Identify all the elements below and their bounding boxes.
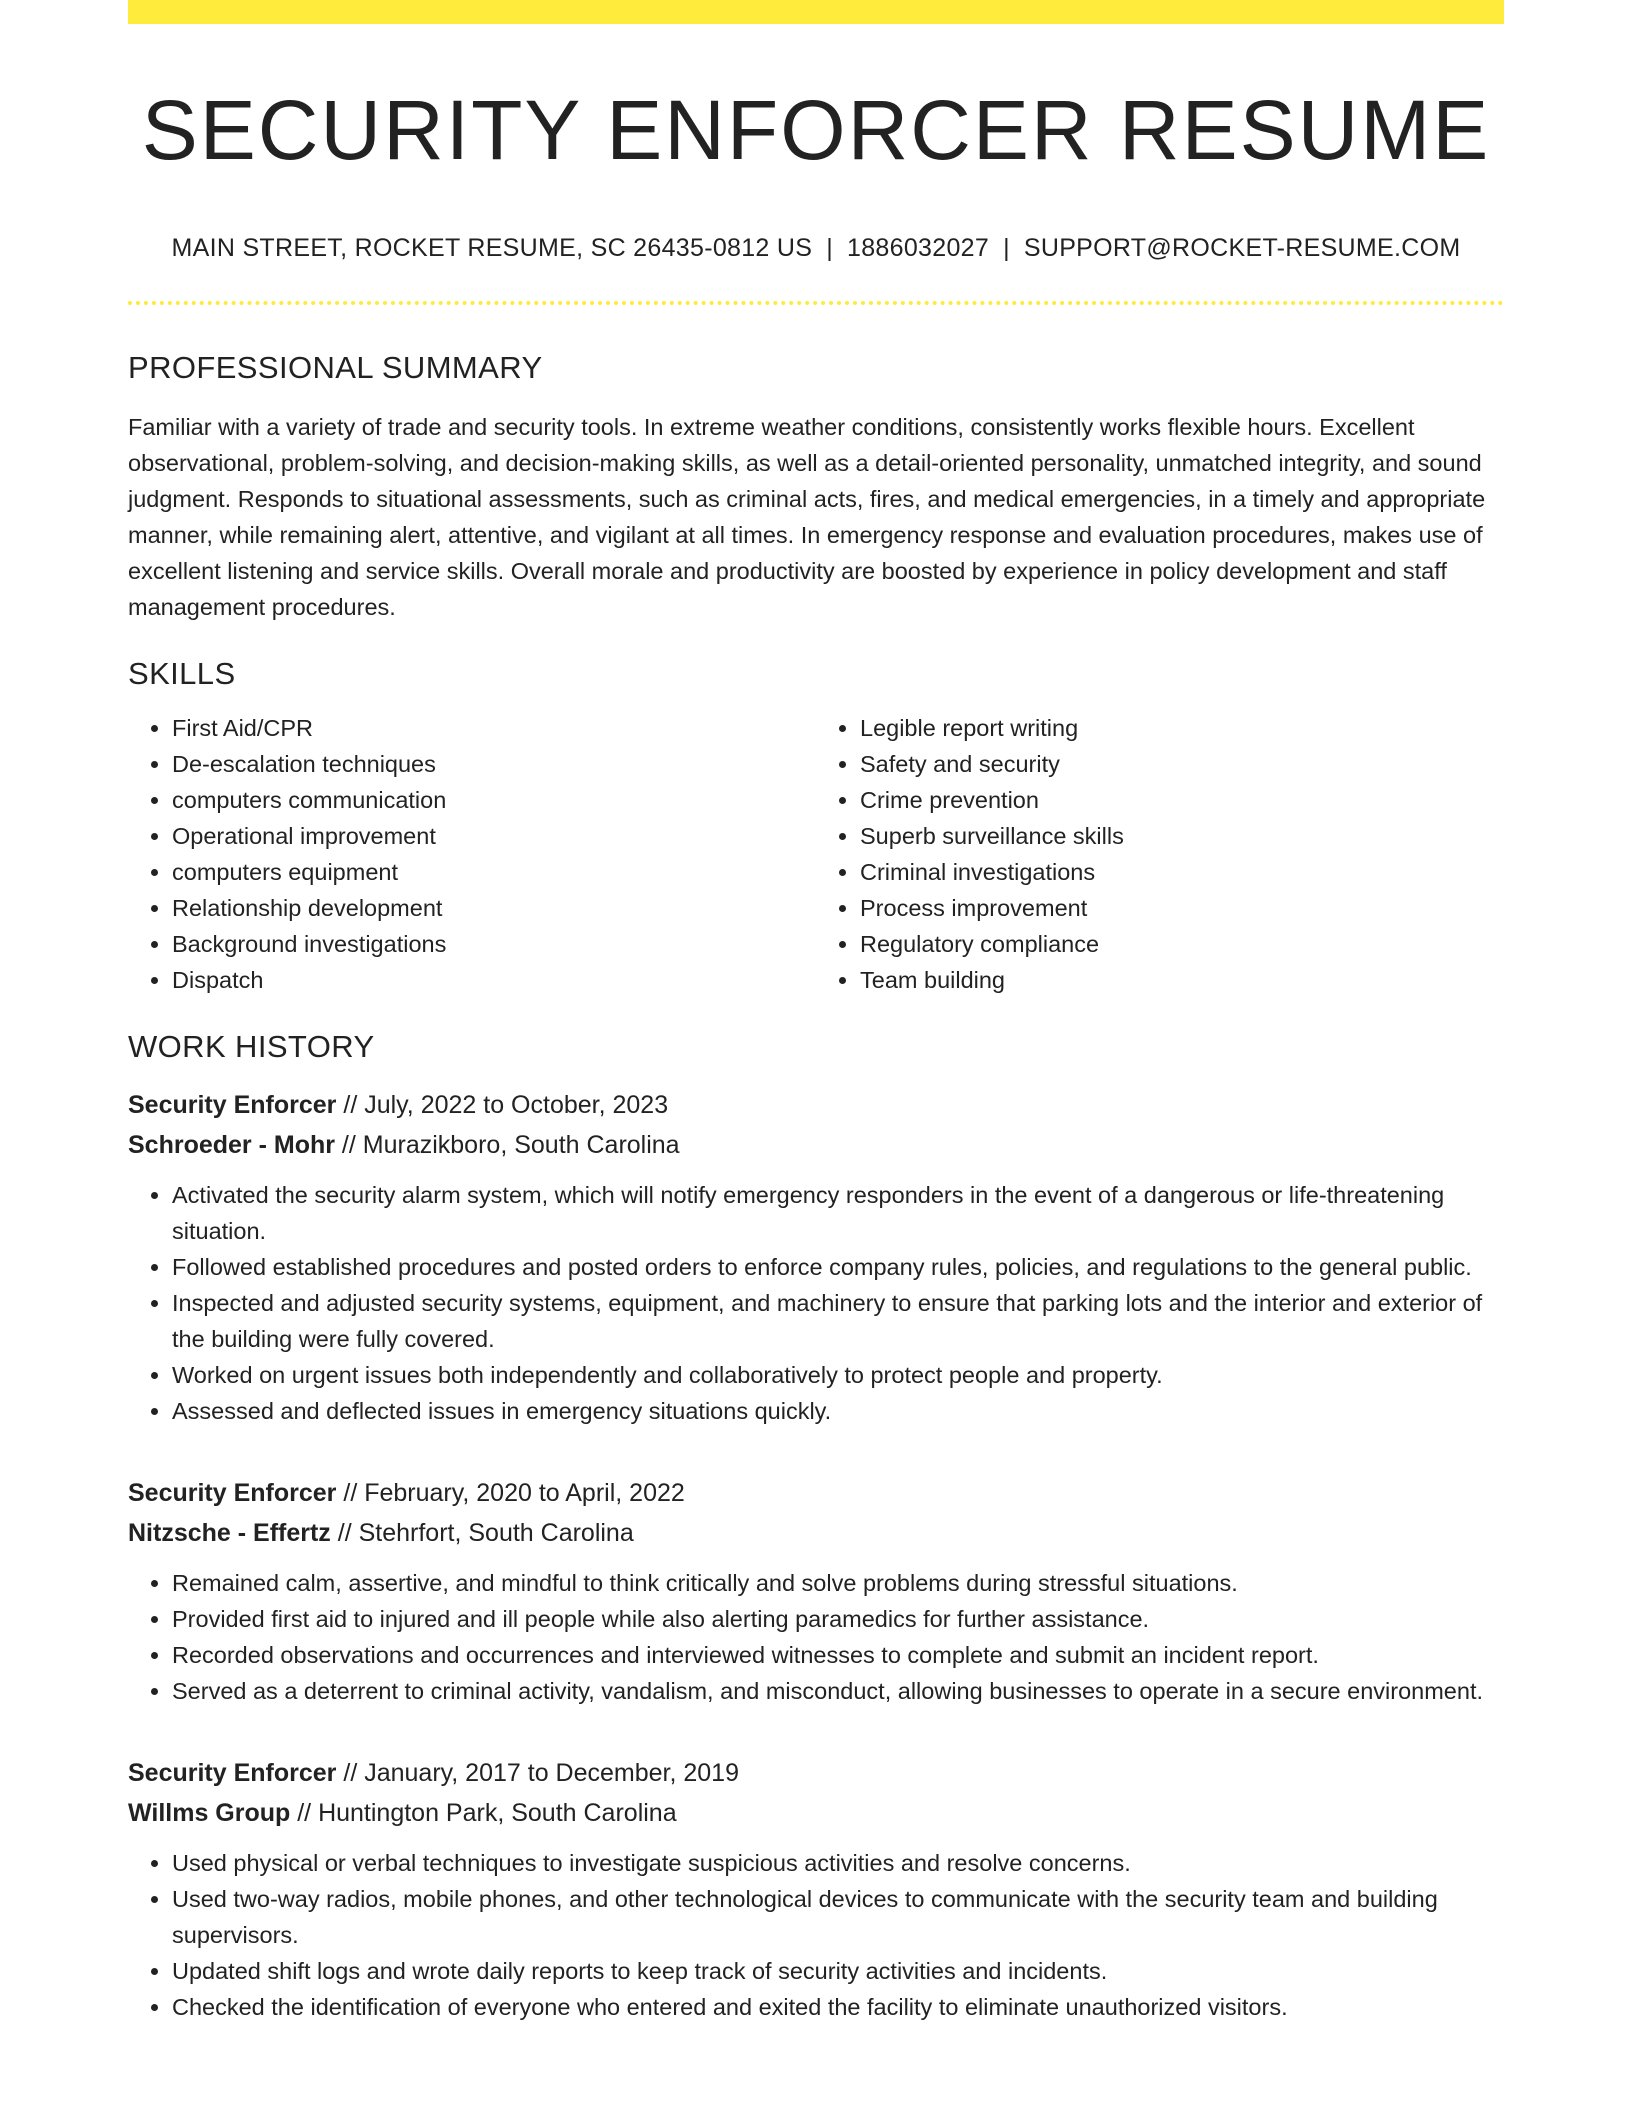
job-dates: // February, 2020 to April, 2022 xyxy=(336,1478,685,1507)
skill-item: • De-escalation techniques xyxy=(172,746,816,782)
job-bullet: • Assessed and deflected issues in emergency situations quickly. xyxy=(172,1393,1504,1429)
skills-heading: SKILLS xyxy=(128,655,236,691)
job-title: Security Enforcer xyxy=(128,1090,337,1119)
skill-item: • Legible report writing xyxy=(860,710,1504,746)
summary-text: Familiar with a variety of trade and security tools. In extreme weather conditions, consistently works flexible hours. Excellent observational, problem-solving, and decision-making skills, as well as a detail-oriented personality, unmatched integrity, and sound judgment. Responds to situational assessments, such as criminal acts, fires, and medical emergencies, in a timely and appropriate manner, while remaining alert, attentive, and vigilant at all times. In emergency response and evaluation procedures, makes use of excellent listening and service skills. Overall morale and productivity are boosted by experience in policy development and staff management procedures. xyxy=(128,413,1486,620)
job-header xyxy=(128,1473,1504,1553)
job-entry xyxy=(128,1085,1504,1429)
top-accent-bar xyxy=(128,0,1504,24)
job-title: Security Enforcer xyxy=(128,1758,337,1787)
job-entry xyxy=(128,1473,1504,1709)
skill-item: • Superb surveillance skills xyxy=(860,818,1504,854)
job-company: Nitzsche - Effertz xyxy=(128,1518,331,1547)
skill-item: • Operational improvement xyxy=(172,818,816,854)
contact-separator: | xyxy=(1003,234,1010,263)
job-header xyxy=(128,1753,1504,1833)
skill-item: • computers communication xyxy=(172,782,816,818)
job-bullets xyxy=(128,1177,1504,1429)
job-location: // Huntington Park, South Carolina xyxy=(290,1798,677,1827)
job-bullet: • Worked on urgent issues both independently and collaboratively to protect people and property. xyxy=(172,1357,1504,1393)
job-header xyxy=(128,1085,1504,1165)
skill-item: • Dispatch xyxy=(172,962,816,998)
resume-page xyxy=(128,0,1504,2025)
job-entry xyxy=(128,1753,1504,2025)
job-bullet: • Followed established procedures and posted orders to enforce company rules, policies, and regulations to the general public. xyxy=(172,1249,1504,1285)
work-history-heading: WORK HISTORY xyxy=(128,1028,375,1064)
job-title: Security Enforcer xyxy=(128,1478,337,1507)
skill-item: • First Aid/CPR xyxy=(172,710,816,746)
job-bullet: • Used two-way radios, mobile phones, and other technological devices to communicate with the security team and building supervisors. xyxy=(172,1881,1504,1953)
skill-item: • Regulatory compliance xyxy=(860,926,1504,962)
dotted-divider xyxy=(128,301,1504,305)
job-company: Schroeder - Mohr xyxy=(128,1130,335,1159)
job-bullet: • Remained calm, assertive, and mindful to think critically and solve problems during stressful situations. xyxy=(172,1565,1504,1601)
contact-email: SUPPORT@ROCKET-RESUME.COM xyxy=(1023,234,1461,263)
job-location: // Stehrfort, South Carolina xyxy=(330,1518,634,1547)
job-bullet: • Used physical or verbal techniques to investigate suspicious activities and resolve concerns. xyxy=(172,1845,1504,1881)
job-bullet: • Recorded observations and occurrences and interviewed witnesses to complete and submit an incident report. xyxy=(172,1637,1504,1673)
skill-item: • Criminal investigations xyxy=(860,854,1504,890)
contact-line xyxy=(128,234,1504,263)
contact-address: MAIN STREET, ROCKET RESUME, SC 26435-0812 US xyxy=(171,234,813,263)
skill-item: • Background investigations xyxy=(172,926,816,962)
job-bullet: • Served as a deterrent to criminal activity, vandalism, and misconduct, allowing businesses to operate in a secure environment. xyxy=(172,1673,1504,1709)
job-company: Willms Group xyxy=(128,1798,291,1827)
job-bullet: • Updated shift logs and wrote daily reports to keep track of security activities and incidents. xyxy=(172,1953,1504,1989)
job-bullet: • Provided first aid to injured and ill people while also alerting paramedics for further assistance. xyxy=(172,1601,1504,1637)
job-bullets xyxy=(128,1845,1504,2025)
skill-item: • computers equipment xyxy=(172,854,816,890)
job-bullet: • Checked the identification of everyone who entered and exited the facility to eliminate unauthorized visitors. xyxy=(172,1989,1504,2025)
skills-list xyxy=(128,710,1504,998)
job-dates: // January, 2017 to December, 2019 xyxy=(336,1758,739,1787)
skill-item: • Process improvement xyxy=(860,890,1504,926)
skills-column-left xyxy=(128,710,816,998)
job-dates: // July, 2022 to October, 2023 xyxy=(336,1090,669,1119)
skill-item: • Relationship development xyxy=(172,890,816,926)
skill-item: • Team building xyxy=(860,962,1504,998)
summary-heading: PROFESSIONAL SUMMARY xyxy=(128,350,543,386)
skill-item: • Safety and security xyxy=(860,746,1504,782)
skills-column-right xyxy=(816,710,1504,998)
resume-title: SECURITY ENFORCER RESUME xyxy=(141,83,1491,177)
contact-phone: 1886032027 xyxy=(847,234,990,263)
job-bullet: • Inspected and adjusted security systems, equipment, and machinery to ensure that parking lots and the interior and exterior of the building were fully covered. xyxy=(172,1285,1504,1357)
job-bullets xyxy=(128,1565,1504,1709)
job-bullet: • Activated the security alarm system, which will notify emergency responders in the event of a dangerous or life-threatening situation. xyxy=(172,1177,1504,1249)
skill-item: • Crime prevention xyxy=(860,782,1504,818)
job-location: // Murazikboro, South Carolina xyxy=(334,1130,680,1159)
contact-separator: | xyxy=(826,234,834,263)
